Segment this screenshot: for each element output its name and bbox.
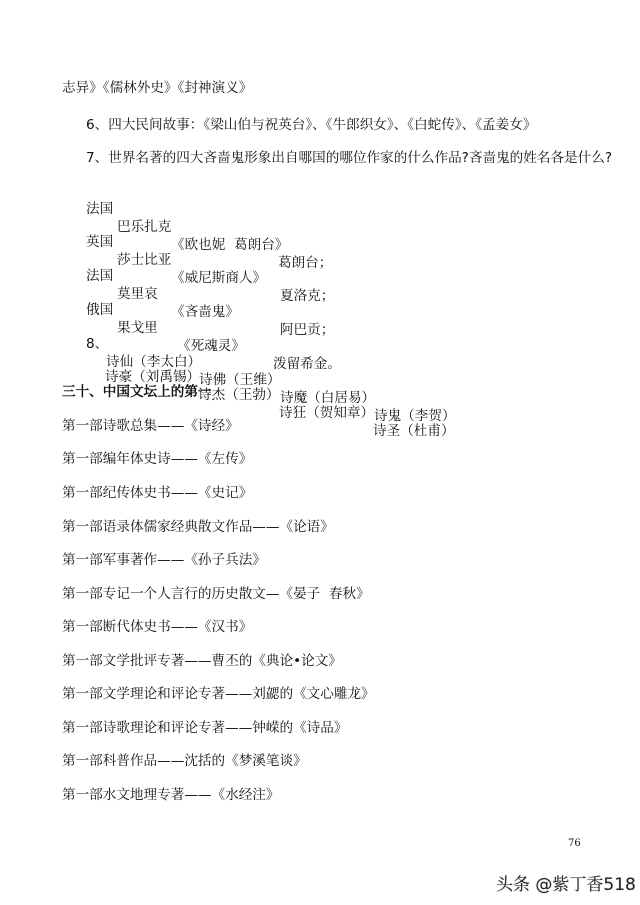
- miser-work: 《威尼斯商人》: [171, 270, 267, 286]
- list-item: 第一部语录体儒家经典散文作品——《论语》: [62, 519, 334, 535]
- miser-work: 《欧也妮 葛朗台》: [171, 237, 289, 253]
- poet-item: 诗仙（李太白）: [106, 354, 202, 370]
- list-item: 第一部文学理论和评论专著——刘勰的《文心雕龙》: [62, 686, 375, 702]
- miser-country: 英国: [86, 234, 114, 250]
- poet-prefix: 8、: [86, 336, 109, 352]
- list-item: 第一部军事著作——《孙子兵法》: [62, 552, 266, 568]
- list-item: 第一部编年体史诗——《左传》: [62, 451, 253, 467]
- poet-item: 诗杰（王勃）: [198, 387, 280, 403]
- miser-country: 法国: [86, 268, 114, 284]
- list-item: 第一部文学批评专著——曹丕的《典论•论文》: [62, 653, 342, 669]
- list-item: 第一部诗歌总集——《诗经》: [62, 418, 239, 434]
- miser-country: 法国: [86, 201, 114, 217]
- text-line: 6、四大民间故事：《梁山伯与祝英台》、《牛郎织女》、《白蛇传》、《孟姜女》: [86, 117, 537, 133]
- poet-item: 诗魔（白居易）: [280, 390, 376, 406]
- miser-author: 莎士比亚: [117, 252, 172, 268]
- miser-work: 《吝啬鬼》: [171, 304, 239, 320]
- miser-author: 巴乐扎克: [117, 219, 172, 235]
- miser-country: 俄国: [86, 302, 114, 318]
- miser-author: 莫里哀: [117, 286, 158, 302]
- miser-name: 葛朗台；: [278, 255, 333, 271]
- text-line: 志异》《儒林外史》《封神演义》: [62, 80, 253, 96]
- question-line: 7、世界名著的四大吝啬鬼形象出自哪国的哪位作家的什么作品?吝啬鬼的姓名各是什么?: [86, 150, 613, 166]
- list-item: 第一部科普作品——沈括的《梦溪笔谈》: [62, 753, 307, 769]
- miser-author: 果戈里: [117, 320, 158, 336]
- list-item: 第一部纪传体史书——《史记》: [62, 485, 253, 501]
- list-item: 第一部专记一个人言行的历史散文—《晏子 春秋》: [62, 586, 370, 602]
- poet-item: 诗豪（刘禹锡）: [105, 369, 201, 385]
- miser-name: 夏洛克；: [280, 288, 335, 304]
- watermark: 头条 @紫丁香518: [496, 875, 636, 895]
- list-item: 第一部诗歌理论和评论专著——钟嵘的《诗品》: [62, 720, 348, 736]
- miser-name: 泼留希金。: [273, 356, 341, 372]
- section-heading: 三十、中国文坛上的第一: [62, 384, 212, 400]
- poet-item: 诗狂（贺知章）: [279, 405, 375, 421]
- list-item: 第一部断代体史书——《汉书》: [62, 619, 253, 635]
- poet-item: 诗圣（杜甫）: [373, 423, 455, 439]
- page-number: 76: [568, 838, 581, 849]
- list-item: 第一部水文地理专著——《水经注》: [62, 787, 280, 803]
- miser-work: 《死魂灵》: [177, 338, 245, 354]
- poet-item: 诗鬼（李贺）: [374, 408, 456, 424]
- poet-item: 诗佛（王维）: [199, 372, 281, 388]
- miser-name: 阿巴贡；: [280, 322, 335, 338]
